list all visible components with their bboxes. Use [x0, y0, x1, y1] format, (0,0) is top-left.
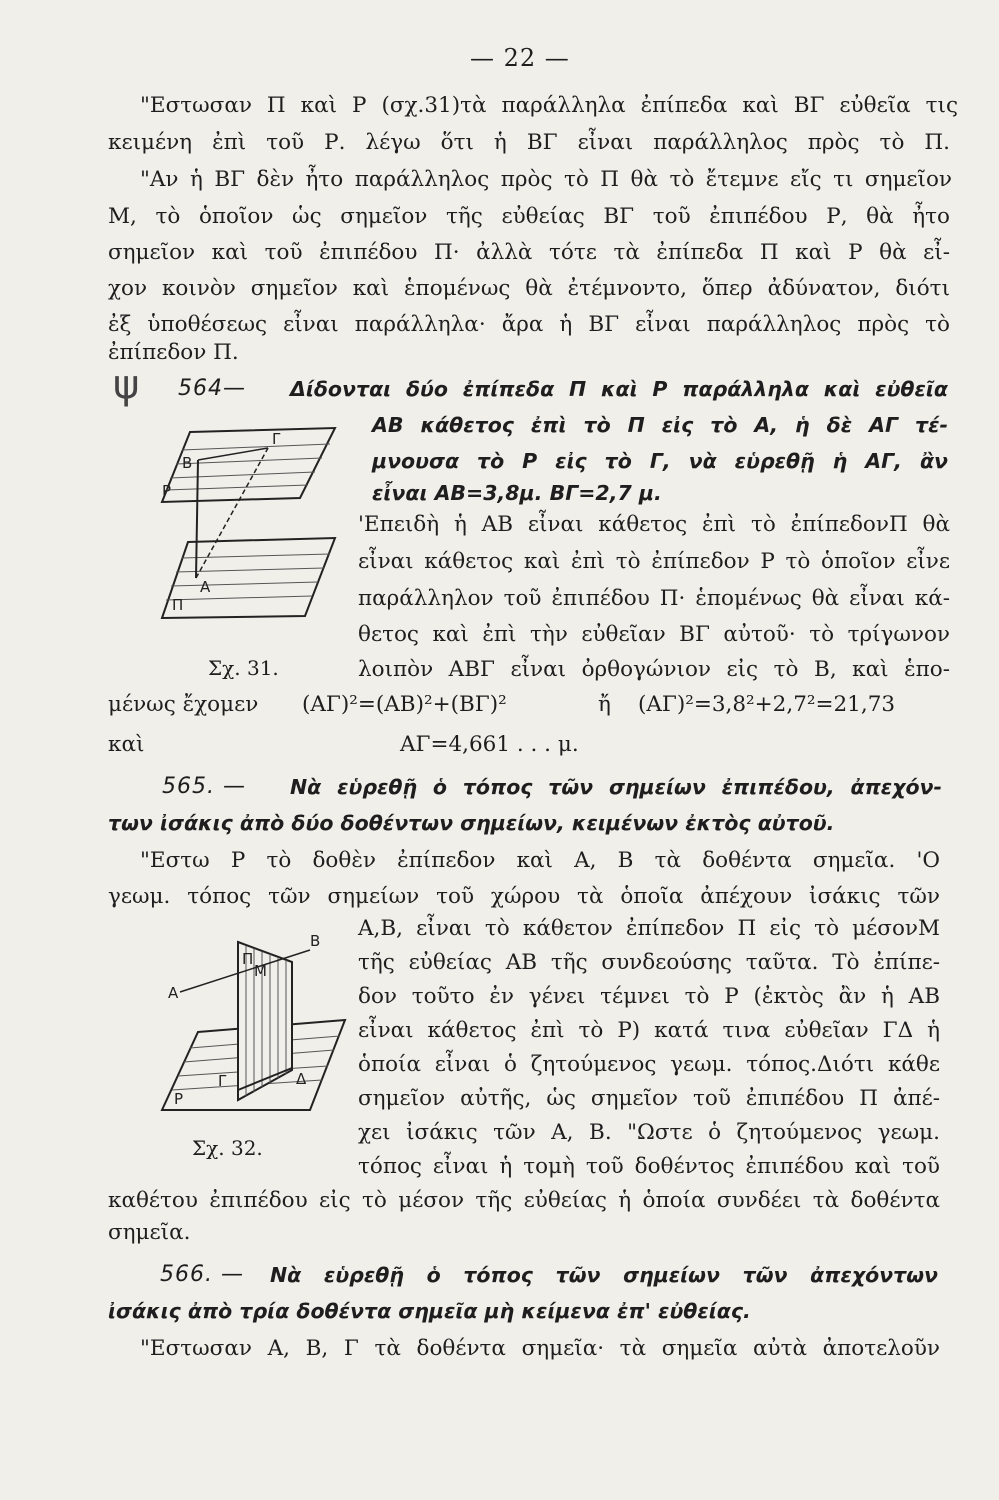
figure-label: Α — [200, 578, 211, 596]
text-line: καθέτου ἐπιπέδου εἰς τὸ μέσον τῆς εὐθείας ἡ ὁποία συνδέει τὰ δοθέντα — [108, 1188, 940, 1213]
text-line: χον κοινὸν σημεῖον καὶ ἑπομένως θὰ ἐτέμνοντο, ὅπερ ἀδύνατον, διότι — [108, 276, 950, 301]
text-line: τῆς εὐθείας ΑΒ τῆς συνδεούσης ταῦτα. Τὸ ἐπίπε- — [358, 950, 940, 975]
figure-label: Π — [172, 596, 184, 614]
figure-label: Γ — [218, 1072, 227, 1090]
figure-label: Γ — [272, 430, 281, 448]
problem-566-number: 566. — — [160, 1262, 244, 1287]
text-line: ἐπίπεδον Π. — [108, 340, 239, 365]
problem-564-title: μνουσα τὸ Ρ εἰς τὸ Γ, νὰ εὑρεθῇ ἡ ΑΓ, ἂν — [372, 449, 948, 473]
text-line: παράλληλον τοῦ ἐπιπέδου Π· ἑπομένως θὰ εἶναι κά- — [358, 586, 950, 611]
text-line: μένως ἔχομεν — [108, 692, 259, 717]
figure-label: Β — [182, 454, 193, 472]
text-line: εἶναι κάθετος καὶ ἐπὶ τὸ ἐπίπεδον Ρ τὸ ὁποῖον εἶνε — [358, 549, 950, 574]
figure-label: Π — [242, 950, 254, 968]
text-line: δον τοῦτο ἐν γένει τέμνει τὸ Ρ (ἐκτὸς ἂν ἡ ΑΒ — [358, 984, 940, 1009]
text-line: γεωμ. τόπος τῶν σημείων τοῦ χώρου τὰ ὁποῖα ἀπέχουν ἰσάκις τῶν — [108, 884, 940, 909]
text-line: σημεῖον αὐτῆς, ὡς σημεῖον τοῦ ἐπιπέδου Π ἀπέ- — [358, 1086, 940, 1111]
figure-label: Ρ — [174, 1090, 184, 1108]
figure-31 — [160, 420, 360, 660]
text-line: σημεῖα. — [108, 1220, 191, 1245]
text-line: "Εστωσαν Α, Β, Γ τὰ δοθέντα σημεῖα· τὰ σημεῖα αὐτὰ ἀποτελοῦν — [140, 1336, 940, 1361]
problem-564-title: εἶναι ΑΒ=3,8μ. ΒΓ=2,7 μ. — [372, 481, 662, 505]
problem-566-title: ἰσάκις ἀπὸ τρία δοθέντα σημεῖα μὴ κείμενα ἐπ' εὐθείας. — [108, 1299, 751, 1323]
figure-32 — [160, 920, 360, 1120]
figure-label: Β — [310, 932, 321, 950]
equation: (ΑΓ)²=(ΑΒ)²+(ΒΓ)² — [302, 692, 507, 717]
figure-label: Μ — [254, 962, 267, 980]
text-line: ὁποία εἶναι ὁ ζητούμενος γεωμ. τόπος.Διότι κάθε — [358, 1052, 940, 1077]
text-line: λοιπὸν ΑΒΓ εἶναι ὀρθογώνιον εἰς τὸ Β, καὶ ἑπο- — [358, 657, 950, 682]
pencil-mark: ψ — [113, 362, 140, 408]
text-line: θετος καὶ ἐπὶ τὴν εὐθεῖαν ΒΓ αὐτοῦ· τὸ τρίγωνον — [358, 622, 950, 647]
text-line: χει ἰσάκις τῶν Α, Β. "Ωστε ὁ ζητούμενος γεωμ. — [358, 1120, 940, 1145]
problem-564-title: Δίδονται δύο ἐπίπεδα Π καὶ Ρ παράλληλα καὶ εὐθεῖα — [290, 377, 948, 401]
problem-566-title: Νὰ εὑρεθῇ ὁ τόπος τῶν σημείων τῶν ἀπεχόντων — [270, 1263, 938, 1287]
text-line: εἶναι κάθετος ἐπὶ τὸ Ρ) κατά τινα εὐθεῖαν ΓΔ ἡ — [358, 1018, 940, 1043]
text-line: τόπος εἶναι ἡ τομὴ τοῦ δοθέντος ἐπιπέδου καὶ τοῦ — [358, 1154, 940, 1179]
equation: ΑΓ=4,661 . . . μ. — [400, 732, 579, 757]
figure-label: Δ — [296, 1070, 307, 1088]
figure-32-caption: Σχ. 32. — [192, 1136, 263, 1160]
text-line: "Αν ἡ ΒΓ δὲν ἦτο παράλληλος πρὸς τὸ Π θὰ τὸ ἔτεμνε εἴς τι σημεῖον — [140, 167, 952, 192]
text-line: σημεῖον καὶ τοῦ ἐπιπέδου Π· ἀλλὰ τότε τὰ ἐπίπεδα Π καὶ Ρ θὰ εἶ- — [108, 240, 950, 265]
page-number: — 22 — — [470, 44, 570, 72]
problem-565-title: Νὰ εὑρεθῇ ὁ τόπος τῶν σημείων ἐπιπέδου, ἀπεχόν- — [290, 775, 942, 799]
text-line: "Εστωσαν Π καὶ Ρ (σχ.31)τὰ παράλληλα ἐπίπεδα καὶ ΒΓ εὐθεῖα τις — [140, 93, 958, 118]
text-line: 'Επειδὴ ἡ ΑΒ εἶναι κάθετος ἐπὶ τὸ ἐπίπεδονΠ θὰ — [358, 512, 950, 537]
text-line: ἤ — [598, 692, 611, 717]
text-line: "Εστω Ρ τὸ δοθὲν ἐπίπεδον καὶ Α, Β τὰ δοθέντα σημεῖα. 'Ο — [140, 848, 940, 873]
figure-label: Α — [168, 984, 179, 1002]
figure-label: Ρ — [162, 482, 172, 500]
text-line: καὶ — [108, 732, 145, 757]
problem-565-title: των ἰσάκις ἀπὸ δύο δοθέντων σημείων, κειμένων ἐκτὸς αὐτοῦ. — [108, 811, 835, 835]
figure-31-caption: Σχ. 31. — [208, 656, 279, 680]
text-line: Α,Β, εἶναι τὸ κάθετον ἐπίπεδον Π εἰς τὸ μέσονΜ — [358, 916, 940, 941]
text-line: ἐξ ὑποθέσεως εἶναι παράλληλα· ἄρα ἡ ΒΓ εἶναι παράλληλος πρὸς τὸ — [108, 312, 950, 337]
problem-564-number: 564— — [178, 376, 246, 401]
text-line: Μ, τὸ ὁποῖον ὡς σημεῖον τῆς εὐθείας ΒΓ τοῦ ἐπιπέδου Ρ, θὰ ἦτο — [108, 204, 950, 229]
problem-564-title: ΑΒ κάθετος ἐπὶ τὸ Π εἰς τὸ Α, ἡ δὲ ΑΓ τέ- — [372, 413, 948, 437]
equation: (ΑΓ)²=3,8²+2,7²=21,73 — [638, 692, 896, 717]
text-line: κειμένη ἐπὶ τοῦ Ρ. λέγω ὅτι ἡ ΒΓ εἶναι παράλληλος πρὸς τὸ Π. — [108, 130, 950, 155]
problem-565-number: 565. — — [162, 774, 246, 799]
